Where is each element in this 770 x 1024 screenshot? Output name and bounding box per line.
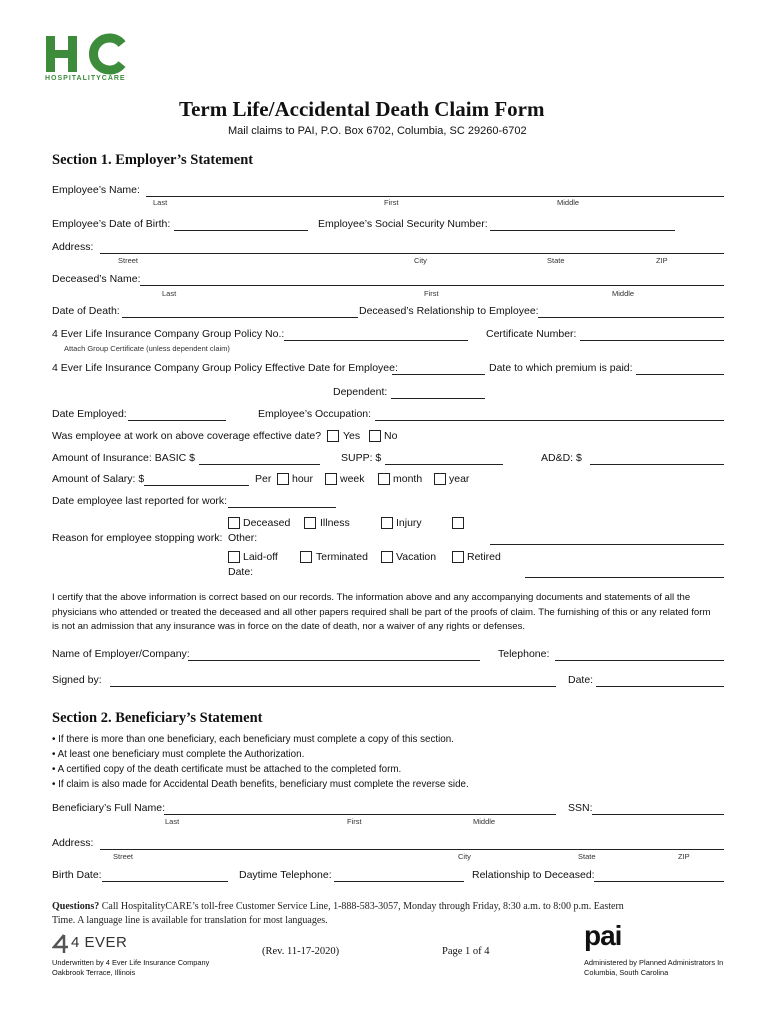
dependent-label: Dependent: <box>333 386 388 398</box>
year-label: year <box>449 473 470 485</box>
reason-label: Reason for employee stopping work: <box>52 532 223 544</box>
middle-sublabel: Middle <box>612 289 635 298</box>
logo-wordmark: HOSPITALITYCARE <box>45 75 126 82</box>
yes-checkbox[interactable] <box>327 430 339 442</box>
signed-date-label: Date: <box>568 674 594 686</box>
dependent-field[interactable] <box>391 398 485 399</box>
bullet-item: • If claim is also made for Accidental Death benefits, beneficiary must complete the reverse side. <box>52 779 469 790</box>
certificate-no-field[interactable] <box>580 340 724 341</box>
other-field[interactable] <box>490 544 724 545</box>
relationship-label: Deceased’s Relationship to Employee: <box>359 305 539 317</box>
employer-name-label: Name of Employer/Company: <box>52 648 190 660</box>
at-work-question: Was employee at work on above coverage effective date? <box>52 430 322 442</box>
birth-date-field[interactable] <box>102 881 228 882</box>
street-sublabel: Street <box>118 256 139 265</box>
beneficiary-name-label: Beneficiary’s Full Name: <box>52 802 166 814</box>
first-sublabel: First <box>424 289 439 298</box>
other-checkbox[interactable] <box>452 517 464 529</box>
administered-line-2: Columbia, South Carolina <box>584 968 669 977</box>
beneficiary-ssn-label: SSN: <box>568 802 593 814</box>
dob-field[interactable] <box>174 230 308 231</box>
first-sublabel: First <box>384 198 399 207</box>
section2-title: Section 2. Beneficiary’s Statement <box>52 710 263 726</box>
questions-text: Call HospitalityCARE’s toll-free Customer Service Line, 1-888-583-3057, Monday through Friday, 8:30 a.m. to 8:00 p.m. Eastern <box>99 901 624 912</box>
terminated-checkbox[interactable] <box>300 551 312 563</box>
date-employed-label: Date Employed: <box>52 408 127 420</box>
supp-label: SUPP: $ <box>341 452 382 464</box>
salary-field[interactable] <box>144 485 249 486</box>
date-employed-field[interactable] <box>128 420 226 421</box>
section1-title: Section 1. Employer’s Statement <box>52 152 254 168</box>
questions-line-2: Time. A language line is available for translation for most languages. <box>52 915 328 926</box>
effective-date-label: 4 Ever Life Insurance Company Group Policy Effective Date for Employee: <box>52 362 398 374</box>
page-number: Page 1 of 4 <box>442 946 490 957</box>
policy-no-label: 4 Ever Life Insurance Company Group Policy No.: <box>52 328 285 340</box>
amount-basic-field[interactable] <box>199 464 320 465</box>
zip-sublabel: ZIP <box>678 852 690 861</box>
signed-by-label: Signed by: <box>52 674 102 686</box>
bullet-item: • A certified copy of the death certificate must be attached to the completed form. <box>52 764 402 775</box>
address-field[interactable] <box>100 253 724 254</box>
date-of-death-field[interactable] <box>122 317 358 318</box>
reason-date-field[interactable] <box>525 577 724 578</box>
signed-date-field[interactable] <box>596 686 724 687</box>
retired-label: Retired <box>467 551 501 563</box>
state-sublabel: State <box>578 852 596 861</box>
pai-logo: pai <box>584 920 622 951</box>
certify-line-1: I certify that the above information is correct based on our records. The information above and any accompanying documents and statements of all the <box>52 592 691 603</box>
beneficiary-name-field[interactable] <box>164 814 556 815</box>
telephone-field[interactable] <box>555 660 724 661</box>
no-checkbox[interactable] <box>369 430 381 442</box>
city-sublabel: City <box>414 256 427 265</box>
occupation-field[interactable] <box>375 420 724 421</box>
occupation-label: Employee’s Occupation: <box>258 408 372 420</box>
deceased-name-label: Deceased’s Name: <box>52 273 141 285</box>
certify-line-2: physicians who attended or treated the deceased and all other papers required shall be part of the proofs of claim. The furnishing of this or any related form <box>52 606 711 618</box>
premium-paid-field[interactable] <box>636 374 724 375</box>
deceased-label: Deceased <box>243 517 291 529</box>
ssn-field[interactable] <box>490 230 675 231</box>
last-sublabel: Last <box>153 198 168 207</box>
terminated-label: Terminated <box>316 551 368 563</box>
certification-text <box>52 591 710 635</box>
illness-label: Illness <box>320 517 350 529</box>
signed-by-field[interactable] <box>110 686 556 687</box>
dob-label: Employee’s Date of Birth: <box>52 218 171 230</box>
date-of-death-label: Date of Death: <box>52 305 120 317</box>
year-checkbox[interactable] <box>434 473 446 485</box>
laid-off-label: Laid-off <box>243 551 278 563</box>
injury-label: Injury <box>396 517 422 529</box>
birth-date-label: Birth Date: <box>52 869 102 881</box>
middle-sublabel: Middle <box>473 817 496 826</box>
per-label: Per <box>255 473 272 485</box>
certificate-no-label: Certificate Number: <box>486 328 577 340</box>
questions-line <box>52 901 624 912</box>
month-label: month <box>393 473 423 485</box>
city-sublabel: City <box>458 852 471 861</box>
retired-checkbox[interactable] <box>452 551 464 563</box>
four-ever-icon <box>52 934 70 954</box>
illness-checkbox[interactable] <box>304 517 316 529</box>
questions-label: Questions? <box>52 901 100 912</box>
premium-paid-label: Date to which premium is paid: <box>489 362 633 374</box>
four-ever-wordmark: 4 EVER <box>71 934 128 951</box>
employer-name-field[interactable] <box>188 660 480 661</box>
salary-label: Amount of Salary: $ <box>52 473 145 485</box>
middle-sublabel: Middle <box>557 198 580 207</box>
address-label: Address: <box>52 241 94 253</box>
underwritten-line-1: Underwritten by 4 Ever Life Insurance Company <box>52 958 210 967</box>
beneficiary-ssn-field[interactable] <box>592 814 724 815</box>
policy-no-field[interactable] <box>284 340 468 341</box>
week-checkbox[interactable] <box>325 473 337 485</box>
last-sublabel: Last <box>162 289 177 298</box>
beneficiary-address-label: Address: <box>52 837 94 849</box>
vacation-label: Vacation <box>396 551 437 563</box>
telephone-label: Telephone: <box>498 648 550 660</box>
supp-field[interactable] <box>385 464 503 465</box>
first-sublabel: First <box>347 817 362 826</box>
week-label: week <box>340 473 365 485</box>
state-sublabel: State <box>547 256 565 265</box>
form-title: Term Life/Accidental Death Claim Form <box>179 97 545 121</box>
relationship-field[interactable] <box>538 317 724 318</box>
attach-note: Attach Group Certificate (unless dependent claim) <box>64 344 230 353</box>
mail-instructions: Mail claims to PAI, P.O. Box 6702, Columbia, SC 29260-6702 <box>228 125 527 137</box>
hour-label: hour <box>292 473 314 485</box>
injury-checkbox[interactable] <box>381 517 393 529</box>
deceased-checkbox[interactable] <box>228 517 240 529</box>
last-reported-label: Date employee last reported for work: <box>52 495 228 507</box>
date-label: Date: <box>228 566 254 578</box>
employee-name-label: Employee’s Name: <box>52 184 140 196</box>
beneficiary-address-field[interactable] <box>100 849 724 850</box>
relationship-deceased-field[interactable] <box>594 881 724 882</box>
certify-line-3: is not an admission that any insurance was in force on the date of death, nor a waiver of any rights or defenses. <box>52 621 526 632</box>
underwritten-line-2: Oakbrook Terrace, Illinois <box>52 968 136 977</box>
amount-basic-label: Amount of Insurance: BASIC $ <box>52 452 195 464</box>
last-sublabel: Last <box>165 817 180 826</box>
daytime-tel-field[interactable] <box>334 881 464 882</box>
hour-checkbox[interactable] <box>277 473 289 485</box>
add-field[interactable] <box>590 464 724 465</box>
effective-date-field[interactable] <box>392 374 485 375</box>
other-label: Other: <box>228 532 258 544</box>
no-label: No <box>384 430 398 442</box>
relationship-deceased-label: Relationship to Deceased: <box>472 869 595 881</box>
bullet-item: • At least one beneficiary must complete the Authorization. <box>52 749 305 760</box>
administered-line-1: Administered by Planned Administrators In <box>584 958 724 967</box>
section2-bullets <box>52 732 469 792</box>
deceased-name-field[interactable] <box>140 285 724 286</box>
zip-sublabel: ZIP <box>656 256 668 265</box>
month-checkbox[interactable] <box>378 473 390 485</box>
street-sublabel: Street <box>113 852 134 861</box>
revision-date: (Rev. 11-17-2020) <box>262 946 340 957</box>
vacation-checkbox[interactable] <box>381 551 393 563</box>
last-reported-field[interactable] <box>228 507 336 508</box>
yes-label: Yes <box>343 430 361 442</box>
ssn-label: Employee’s Social Security Number: <box>318 218 488 230</box>
bullet-item: • If there is more than one beneficiary, each beneficiary must complete a copy of this section. <box>52 734 454 745</box>
daytime-tel-label: Daytime Telephone: <box>239 869 332 881</box>
laid-off-checkbox[interactable] <box>228 551 240 563</box>
add-label: AD&D: $ <box>541 452 582 464</box>
employee-name-field[interactable] <box>146 196 724 197</box>
